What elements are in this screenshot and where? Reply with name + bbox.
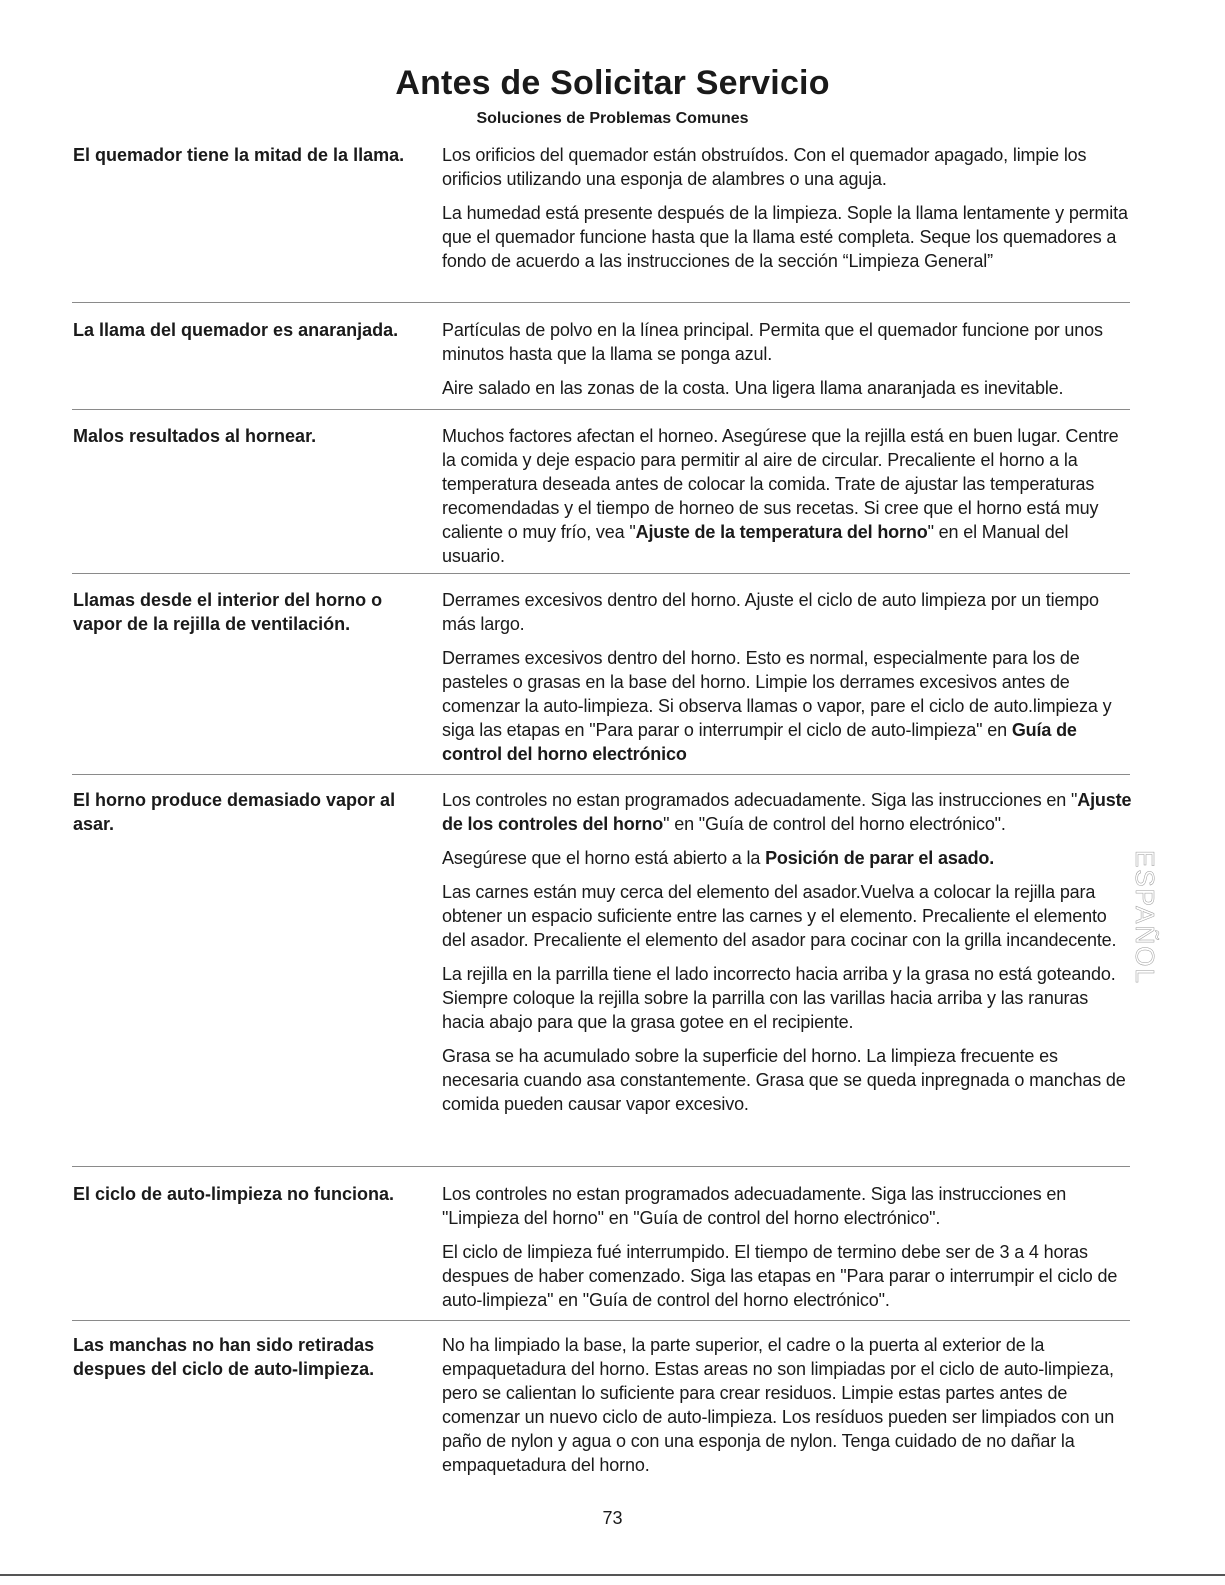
solution-text: Asegúrese que el horno está abierto a la <box>442 848 766 868</box>
solution-paragraph <box>442 318 1132 366</box>
page-number: 73 <box>602 1508 623 1528</box>
problem-label: Malos resultados al hornear. <box>73 426 317 446</box>
solution-text: Las carnes están muy cerca del elemento del asador.Vuelva a colocar la rejilla para obtener un espacio suficiente entre las carnes y el elemento. Precaliente el elemento del asador. Precaliente el elemento del asador para cocinar con la grilla incandecente. <box>442 882 1117 950</box>
solution-paragraph <box>442 1240 1132 1312</box>
solution-paragraph <box>442 788 1132 836</box>
trouble-row <box>72 302 1130 398</box>
solution-paragraph <box>442 424 1132 568</box>
solution-text: No ha limpiado la base, la parte superior, el cadre o la puerta al exterior de la empaquetadura del horno. Estas areas no son limpiadas por el ciclo de auto-limpieza, pero se calientan lo suficiente para crear residuos. Limpie estas partes antes de comenzar un nuevo ciclo de auto-limpieza. Los resíduos pueden ser limpiados con un paño de nylon y agua o con una esponja de nylon. Tenga cuidado de no dañar la empaquetadura del horno. <box>442 1335 1115 1475</box>
trouble-row <box>72 774 1132 1114</box>
solution-text: Partículas de polvo en la línea principal. Permita que el quemador funcione por unos minutos hasta que la llama se ponga azul. <box>442 320 1103 364</box>
solution-paragraph <box>442 962 1132 1034</box>
solution-paragraph <box>442 646 1132 766</box>
language-side-label: ESPAÑOL <box>1130 850 1160 985</box>
page-subtitle: Soluciones de Problemas Comunes <box>476 110 749 127</box>
trouble-row <box>72 573 1130 764</box>
solution-text: Derrames excesivos dentro del horno. Ajuste el ciclo de auto limpieza por un tiempo más largo. <box>442 590 1099 634</box>
solution-paragraph <box>442 1333 1132 1477</box>
problem-label: El quemador tiene la mitad de la llama. <box>73 145 405 165</box>
solution-text: " en el Manual del usuario. <box>442 522 1069 566</box>
solutions-column <box>442 424 1132 578</box>
solution-paragraph <box>442 1044 1132 1116</box>
solution-paragraph <box>442 880 1132 952</box>
solution-emphasis: Ajuste de la temperatura del horno <box>635 522 928 542</box>
solution-paragraph <box>442 1182 1132 1230</box>
solution-paragraph <box>442 201 1132 273</box>
solution-emphasis: Ajuste de los controles del horno <box>442 790 1132 834</box>
page-bottom-rule <box>0 1574 1225 1576</box>
solution-text: Los controles no estan programados adecuadamente. Siga las instrucciones en " <box>442 790 1078 810</box>
solution-text: El ciclo de limpieza fué interrumpido. El tiempo de termino debe ser de 3 a 4 horas despues de haber comenzado. Siga las etapas en "Para parar o interrumpir el ciclo de auto-limpieza" en "Guía de control del horno electrónico". <box>442 1242 1118 1310</box>
problem-label: El horno produce demasiado vapor al asar. <box>73 790 396 834</box>
problem-label: La llama del quemador es anaranjada. <box>73 320 399 340</box>
solutions-column <box>442 318 1132 410</box>
solution-emphasis: Guía de control del horno electrónico <box>442 720 1077 764</box>
page-title: Antes de Solicitar Servicio <box>395 64 830 102</box>
trouble-row <box>72 409 1130 566</box>
solution-paragraph <box>442 143 1132 191</box>
problem-label: El ciclo de auto-limpieza no funciona. <box>73 1184 395 1204</box>
trouble-row <box>72 1320 1130 1475</box>
solution-text: Aire salado en las zonas de la costa. Una ligera llama anaranjada es inevitable. <box>442 378 1064 398</box>
solution-text: La humedad está presente después de la limpieza. Sople la llama lentamente y permita que el quemador funcione hasta que la llama esté completa. Seque los quemadores a fondo de acuerdo a las instrucciones de la sección “Limpieza General” <box>442 203 1128 271</box>
solutions-column <box>442 1182 1132 1322</box>
solution-paragraph <box>442 588 1132 636</box>
problem-label: Llamas desde el interior del horno o vapor de la rejilla de ventilación. <box>73 590 383 634</box>
solutions-column <box>442 788 1132 1126</box>
trouble-row <box>72 1166 1130 1310</box>
solution-text: Derrames excesivos dentro del horno. Esto es normal, especialmente para los de pasteles o grasas en la base del horno. Limpie los derrames excesivos antes de comenzar la auto-limpieza. Si observa llamas o vapor, pare el ciclo de auto.limpieza y siga las etapas en "Para parar o interrumpir el ciclo de auto-limpieza" en <box>442 648 1112 740</box>
solution-paragraph <box>442 376 1132 400</box>
problem-label: Las manchas no han sido retiradas despues del ciclo de auto-limpieza. <box>73 1335 375 1379</box>
solutions-column <box>442 1333 1132 1487</box>
solutions-column <box>442 143 1132 283</box>
solution-paragraph <box>442 846 1132 870</box>
solution-text: La rejilla en la parrilla tiene el lado incorrecto hacia arriba y la grasa no está goteando. Siempre coloque la rejilla sobre la parrilla con las varillas hacia arriba y las ranuras hacia abajo para que la grasa gotee en el recipiente. <box>442 964 1116 1032</box>
solution-text: " en "Guía de control del horno electrónico". <box>663 814 1006 834</box>
solution-text: Los orificios del quemador están obstruídos. Con el quemador apagado, limpie los orificios utilizando una esponja de alambres o una aguja. <box>442 145 1087 189</box>
solution-text: Muchos factores afectan el horneo. Asegúrese que la rejilla está en buen lugar. Centre la comida y deje espacio para permitir al aire de circular. Precaliente el horno a la temperatura deseada antes de colocar la comida. Trate de ajustar las temperaturas recomendadas y el tiempo de horneo de sus recetas. Si cree que el horno está muy caliente o muy frío, vea " <box>442 426 1119 542</box>
solution-text: Los controles no estan programados adecuadamente. Siga las instrucciones en "Limpieza del horno" en "Guía de control del horno electrónico". <box>442 1184 1067 1228</box>
solution-emphasis: Posición de parar el asado. <box>765 848 995 868</box>
solutions-column <box>442 588 1132 776</box>
solution-text: Grasa se ha acumulado sobre la superficie del horno. La limpieza frecuente es necesaria cuando asa constantemente. Grasa que se queda inpregnada o manchas de comida pueden causar vapor excesivo. <box>442 1046 1126 1114</box>
